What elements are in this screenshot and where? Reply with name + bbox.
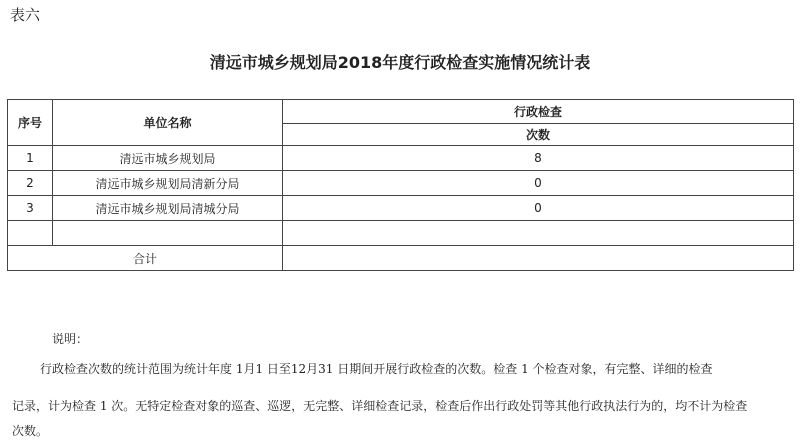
notes-line-1: 行政检查次数的统计范围为统计年度 1月1 日至12月31 日期间开展行政检查的次数。检查 1 个检查对象，有完整、详细的检查 <box>40 362 713 376</box>
cell-count: 8 <box>283 146 794 171</box>
cell-unit: 清远市城乡规划局清城分局 <box>53 196 283 221</box>
cell-count: 0 <box>283 171 794 196</box>
inspection-stats-table <box>7 99 794 271</box>
cell-seq: 1 <box>8 146 53 171</box>
total-value <box>283 246 794 271</box>
cell-seq: 3 <box>8 196 53 221</box>
cell-seq <box>8 221 53 246</box>
table-row-empty <box>8 221 794 246</box>
total-label: 合计 <box>8 246 283 271</box>
cell-unit: 清远市城乡规划局清新分局 <box>53 171 283 196</box>
document-title: 清远市城乡规划局2018年度行政检查实施情况统计表 <box>209 53 591 72</box>
notes-heading: 说明： <box>52 332 89 346</box>
cell-unit: 清远市城乡规划局 <box>53 146 283 171</box>
header-count: 次数 <box>283 124 794 146</box>
header-row-1 <box>8 100 794 124</box>
notes-line-3: 次数。 <box>12 424 49 438</box>
total-row <box>8 246 794 271</box>
table-row <box>8 196 794 221</box>
cell-seq: 2 <box>8 171 53 196</box>
cell-count <box>283 221 794 246</box>
table-row <box>8 146 794 171</box>
notes-line-2: 记录，计为检查 1 次。无特定检查对象的巡查、巡逻，无完整、详细检查记录，检查后作出行政处罚等其他行政执法行为的，均不计为检查 <box>12 399 748 413</box>
cell-unit <box>53 221 283 246</box>
header-seq: 序号 <box>8 100 53 146</box>
table-number-label: 表六 <box>10 6 41 24</box>
table-row <box>8 171 794 196</box>
cell-count: 0 <box>283 196 794 221</box>
header-inspection-group: 行政检查 <box>283 100 794 124</box>
header-unit-name: 单位名称 <box>53 100 283 146</box>
